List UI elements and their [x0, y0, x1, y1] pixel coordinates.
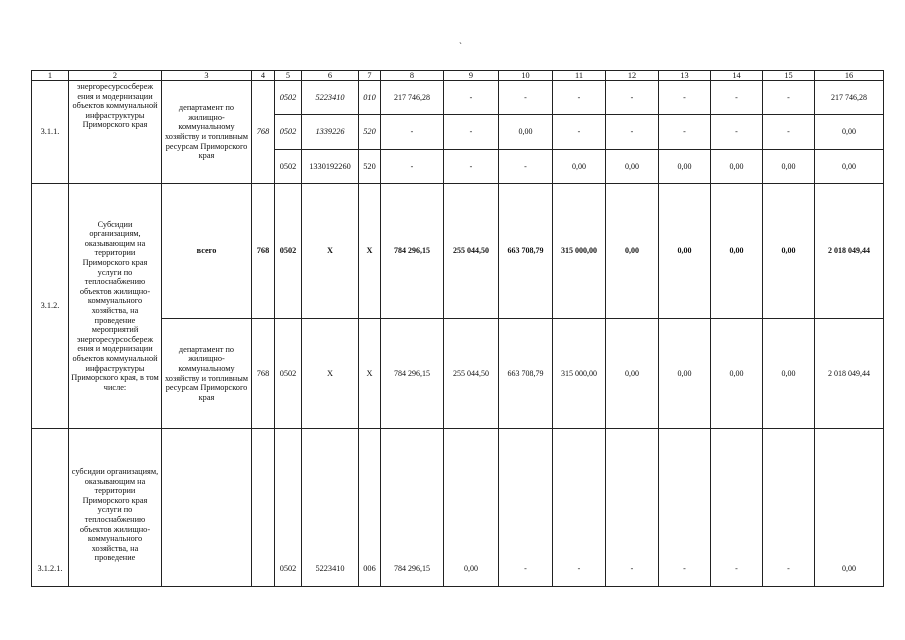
grbs: 768 [252, 81, 275, 184]
cell: 1339226 [302, 115, 359, 149]
cell: - [444, 115, 499, 149]
cell: - [659, 115, 711, 149]
cell: - [381, 115, 444, 149]
cell: 217 746,28 [381, 81, 444, 115]
cell: - [606, 429, 659, 587]
cell: 0,00 [815, 115, 884, 149]
cell: - [444, 81, 499, 115]
cell: 0,00 [763, 184, 815, 319]
cell: 0,00 [711, 184, 763, 319]
cell: 5223410 [302, 81, 359, 115]
cell: - [711, 429, 763, 587]
column-header: 7 [359, 71, 381, 81]
cell: 0,00 [763, 319, 815, 429]
column-header: 11 [553, 71, 606, 81]
column-header: 4 [252, 71, 275, 81]
cell: 520 [359, 149, 381, 183]
cell: 0,00 [659, 149, 711, 183]
table-row [32, 429, 884, 587]
cell: - [381, 149, 444, 183]
row-code: 3.1.1. [32, 81, 69, 184]
table-row [32, 81, 884, 115]
table-row [32, 184, 884, 319]
cell: 217 746,28 [815, 81, 884, 115]
cell: 520 [359, 115, 381, 149]
column-header: 10 [499, 71, 553, 81]
cell: - [606, 81, 659, 115]
executor: всего [162, 184, 252, 319]
cell: - [553, 429, 606, 587]
column-header: 14 [711, 71, 763, 81]
cell: 0502 [275, 115, 302, 149]
cell: - [499, 429, 553, 587]
cell: 0502 [275, 319, 302, 429]
cell: 0,00 [606, 184, 659, 319]
cell: 0502 [275, 81, 302, 115]
header-row [32, 71, 884, 81]
cell: - [444, 149, 499, 183]
cell: - [763, 81, 815, 115]
cell: 0,00 [553, 149, 606, 183]
cell: 255 044,50 [444, 319, 499, 429]
page-mark: ˎ [459, 34, 462, 44]
cell: 315 000,00 [553, 184, 606, 319]
cell: 784 296,15 [381, 184, 444, 319]
column-header: 12 [606, 71, 659, 81]
cell: 315 000,00 [553, 319, 606, 429]
cell: 784 296,15 [381, 429, 444, 587]
cell: 2 018 049,44 [815, 319, 884, 429]
cell: - [553, 81, 606, 115]
cell: 2 018 049,44 [815, 184, 884, 319]
cell: 010 [359, 81, 381, 115]
row-description: энергоресурсосбереж ения и модернизации объектов коммунальной инфраструктуры Приморского края [69, 81, 162, 184]
column-header: 2 [69, 71, 162, 81]
cell: 0502 [275, 184, 302, 319]
column-header: 15 [763, 71, 815, 81]
cell: X [359, 184, 381, 319]
row-code: 3.1.2. [32, 184, 69, 429]
cell: - [711, 81, 763, 115]
cell: - [763, 115, 815, 149]
cell: - [711, 115, 763, 149]
cell: 663 708,79 [499, 184, 553, 319]
cell: 0,00 [711, 319, 763, 429]
cell: 663 708,79 [499, 319, 553, 429]
executor: департамент по жилищно-коммунальному хозяйству и топливным ресурсам Приморского края [162, 81, 252, 184]
column-header: 3 [162, 71, 252, 81]
cell [252, 429, 275, 587]
column-header: 1 [32, 71, 69, 81]
column-header: 13 [659, 71, 711, 81]
cell: X [302, 184, 359, 319]
budget-table [31, 70, 884, 587]
cell: 0,00 [815, 429, 884, 587]
cell: 784 296,15 [381, 319, 444, 429]
cell: 768 [252, 319, 275, 429]
cell: X [302, 319, 359, 429]
cell: - [659, 81, 711, 115]
row-description: Субсидии организациям, оказывающим на территории Приморского края услуги по теплоснабжению объектов жилищно-коммунального хозяйства, на проведение мероприятий энергоресурсосбереж ения и модернизации объектов коммунальной инфраструктуры Приморского края, в том числе: [69, 184, 162, 429]
cell: - [499, 149, 553, 183]
executor: департамент по жилищно-коммунальному хозяйству и топливным ресурсам Приморского края [162, 319, 252, 429]
column-header: 5 [275, 71, 302, 81]
cell: X [359, 319, 381, 429]
column-header: 6 [302, 71, 359, 81]
cell: 0,00 [606, 319, 659, 429]
cell: - [659, 429, 711, 587]
cell: 0,00 [711, 149, 763, 183]
executor [162, 429, 252, 587]
column-header: 16 [815, 71, 884, 81]
cell: 0,00 [444, 429, 499, 587]
cell: 1330192260 [302, 149, 359, 183]
cell: - [763, 429, 815, 587]
cell: 0502 [275, 149, 302, 183]
cell: 0,00 [499, 115, 553, 149]
cell: 0,00 [763, 149, 815, 183]
cell: 768 [252, 184, 275, 319]
column-header: 8 [381, 71, 444, 81]
cell: - [553, 115, 606, 149]
cell: 0,00 [659, 184, 711, 319]
cell: 006 [359, 429, 381, 587]
row-code: 3.1.2.1. [32, 429, 69, 587]
column-header: 9 [444, 71, 499, 81]
cell: 0,00 [606, 149, 659, 183]
row-description: субсидии организациям, оказывающим на территории Приморского края услуги по теплоснабжению объектов жилищно-коммунального хозяйства, на проведение [69, 429, 162, 587]
cell: 5223410 [302, 429, 359, 587]
cell: 0,00 [815, 149, 884, 183]
cell: 0502 [275, 429, 302, 587]
cell: 255 044,50 [444, 184, 499, 319]
cell: - [499, 81, 553, 115]
cell: 0,00 [659, 319, 711, 429]
cell: - [606, 115, 659, 149]
